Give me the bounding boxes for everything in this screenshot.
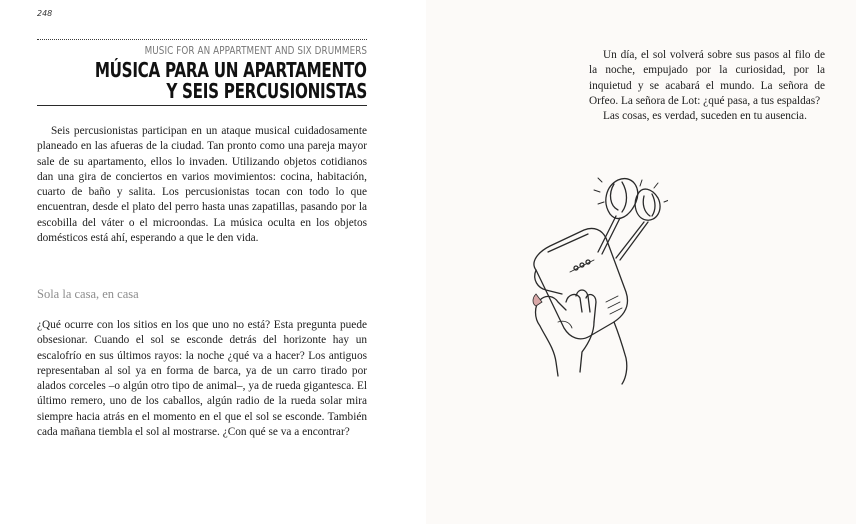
body-paragraph: ¿Qué ocurre con los sitios en los que uno no está? Esta pregunta puede obsesionar. Cuando el sol se esconde detrás del horizonte hay un escalofrío en sus últimos rayos: la noche ¿qué va a hacer? Los antiguos representaban al sol ya en forma de barca, ya de un carro tirado por alados corceles –o algún otro tipo de animal–, ya de rueda gigantesca. El último remero, uno de los caballos, algún radio de la rueda solar mira siempre hacia atrás en el momento en el que el sol se esconde. También cada mañana tiembla el sol al mostrarse. ¿Con qué se va a encontrar? bbox=[37, 319, 367, 439]
page-number: 248 bbox=[37, 9, 53, 18]
title-line-1: MÚSICA PARA UN APARTAMENTO bbox=[95, 58, 367, 82]
title-line-2: Y SEIS PERCUSIONISTAS bbox=[166, 79, 367, 103]
top-dotted-rule bbox=[37, 39, 367, 40]
title-bottom-rule bbox=[37, 105, 367, 106]
intro-paragraph: Seis percusionistas participan en un ataque musical cuidadosamente planeado en las afueras de la ciudad. Tan pronto como una pareja mayor sale de su apartamento, ellos lo invaden. Utilizando objetos cotidianos dan una gira de conciertos en varios movimientos: cocina, habitación, cuarto de baño y salita. Los percusionistas tocan con todo lo que encuentran, desde el plato del perro hasta unas zapatillas, pasando por la escobilla del váter o el microondas. La música oculta en los objetos domésticos está ahí, esperando a que le den vida. bbox=[37, 125, 367, 245]
english-subtitle: MUSIC FOR AN APPARTMENT AND SIX DRUMMERS bbox=[144, 44, 367, 57]
right-paragraph-2: Las cosas, es verdad, suceden en tu ausencia. bbox=[603, 110, 807, 123]
section-heading: Sola la casa, en casa bbox=[37, 287, 139, 301]
right-page-text bbox=[589, 48, 825, 124]
mixer-accent bbox=[533, 294, 542, 306]
hand bbox=[536, 290, 597, 376]
hand-mixer-icon bbox=[518, 172, 668, 387]
right-paragraph-1: Un día, el sol volverá sobre sus pasos al filo de la noche, empujado por la curiosidad, por la inquietud y se acabará el mundo. La señora de Orfeo. La señora de Lot: ¿qué pasa, a tus espaldas? bbox=[589, 49, 825, 107]
left-page bbox=[0, 0, 426, 524]
mixer-beaters bbox=[594, 178, 668, 260]
